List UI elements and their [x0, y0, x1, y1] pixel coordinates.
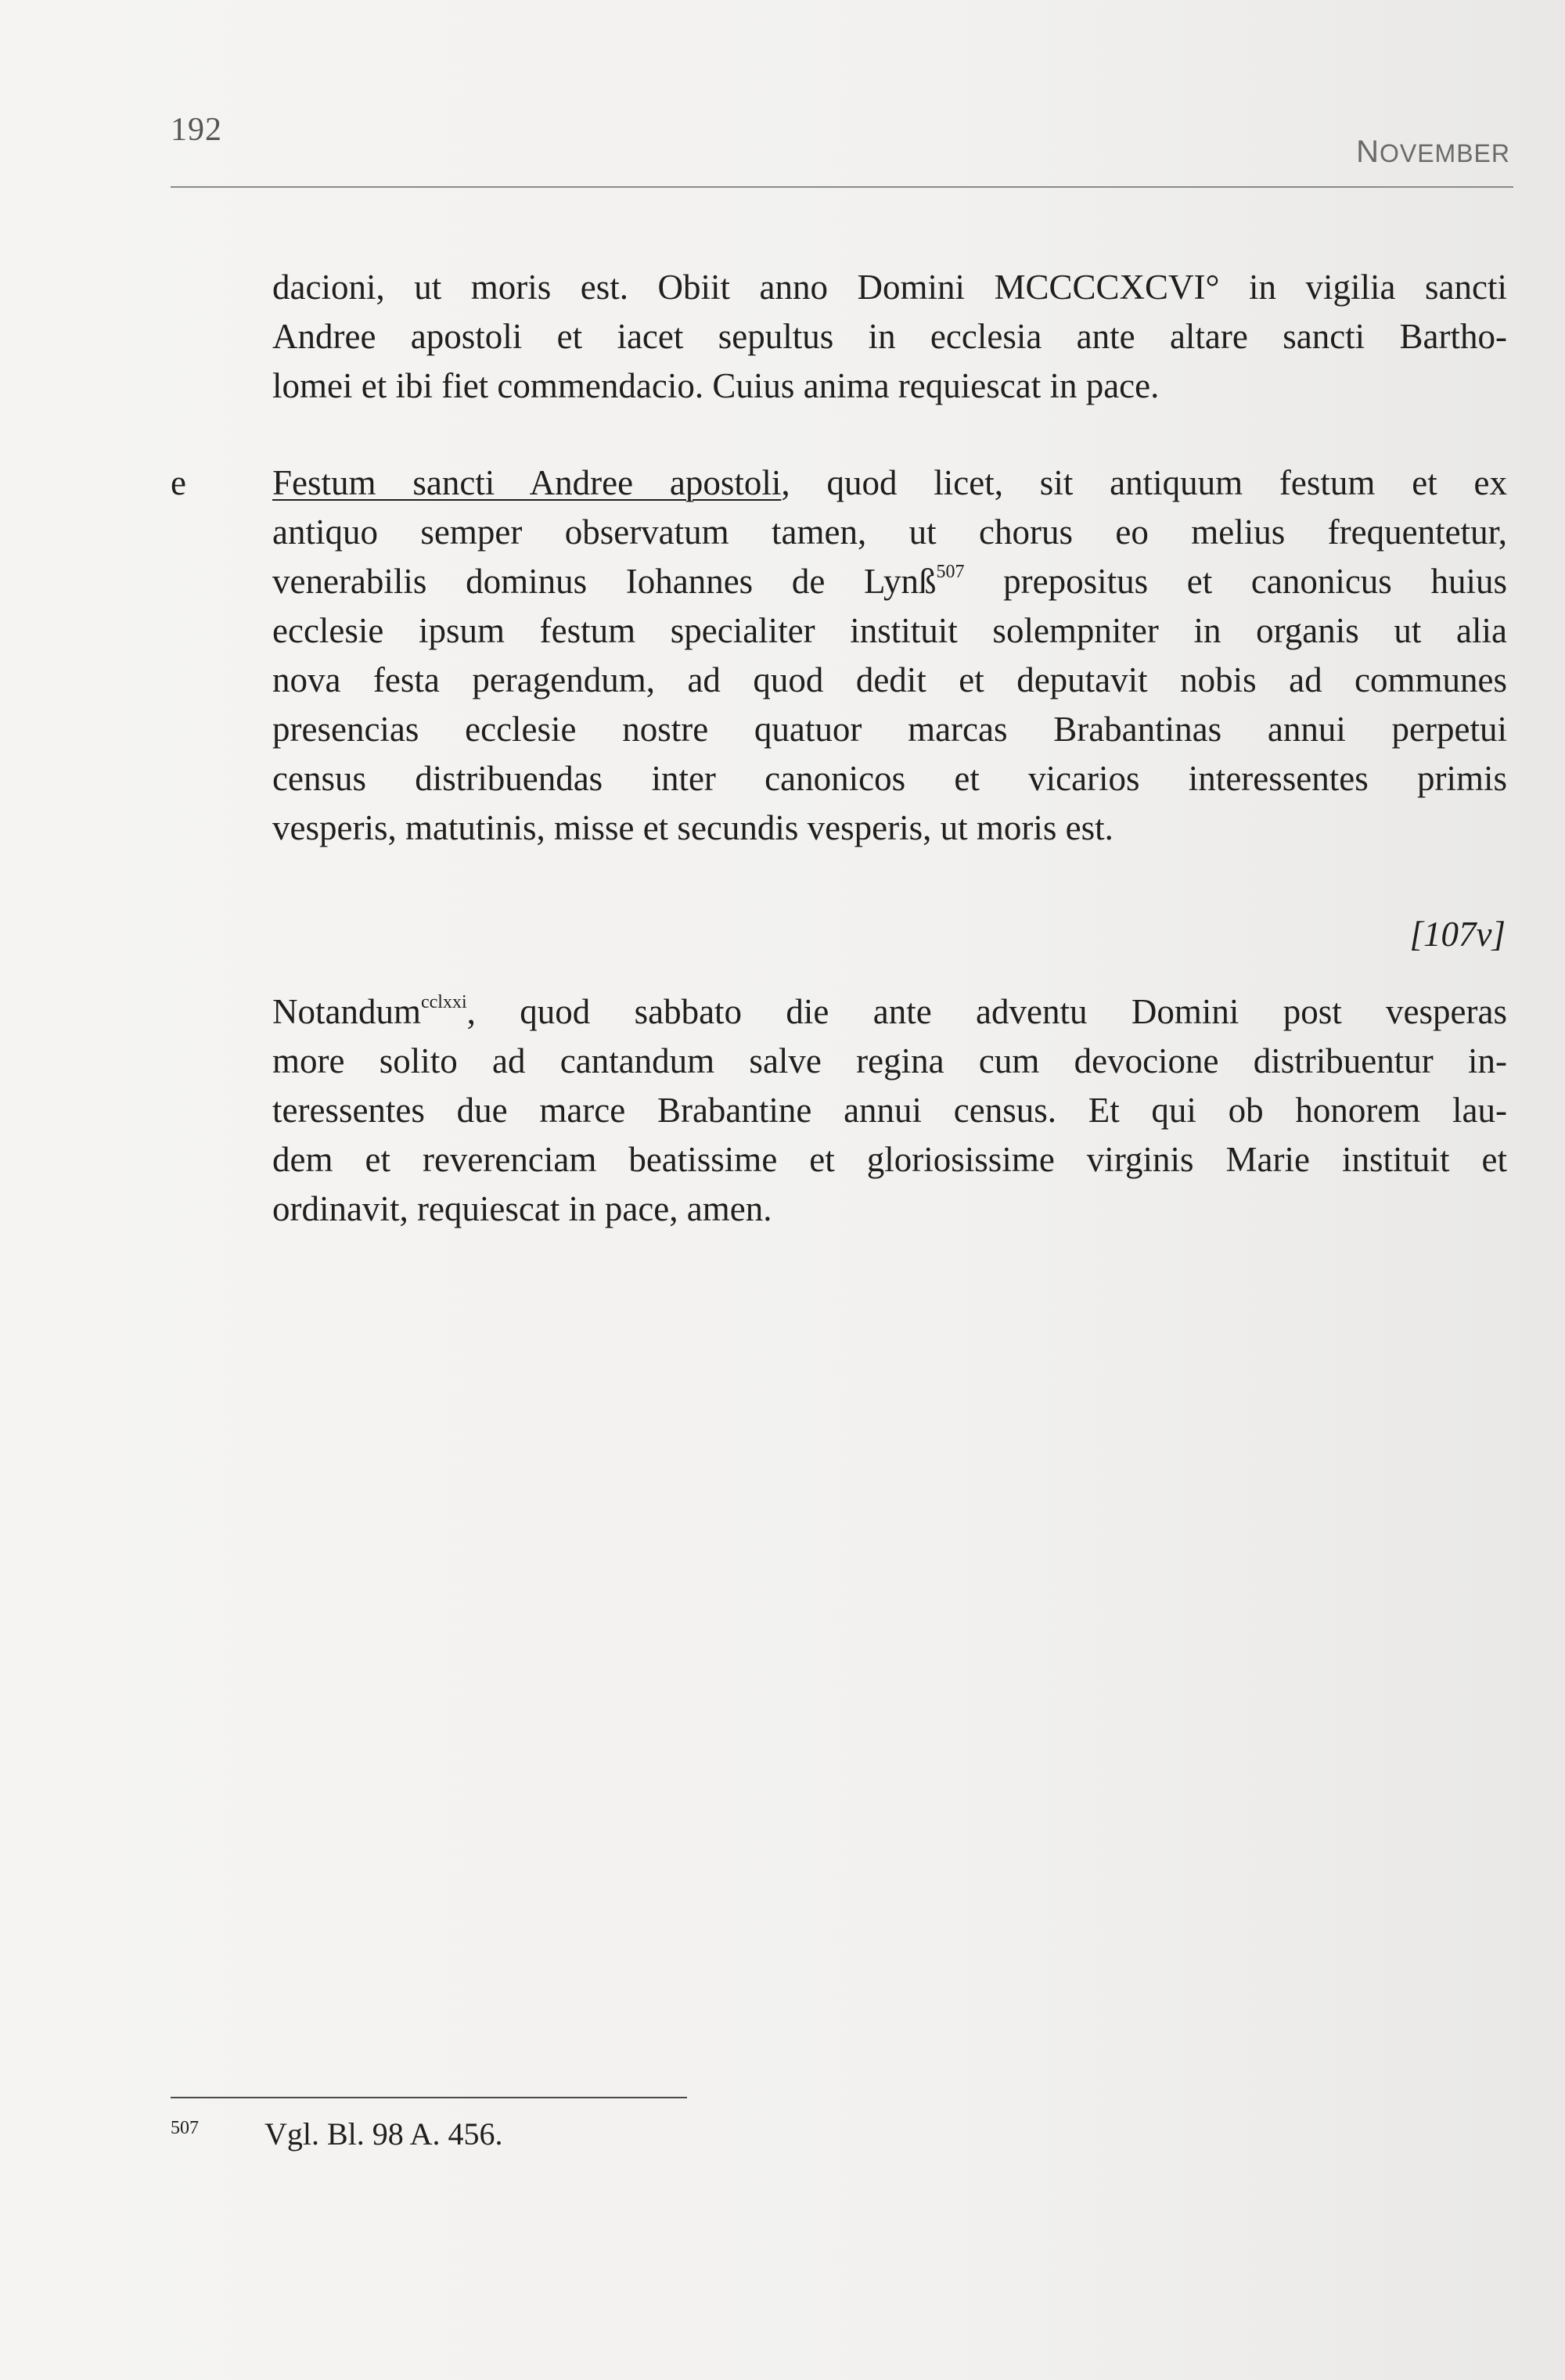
text-span: prepositus et canonicus huius [964, 562, 1507, 601]
text-line: Andree apostoli et iacet sepultus in ecclesia ante altare sancti Bartho- [272, 317, 1507, 356]
text-line: dem et reverenciam beatissime et gloriosissime virginis Marie instituit et [272, 1140, 1507, 1179]
text-span: , quod licet, sit antiquum festum et ex [781, 463, 1507, 502]
underlined-title: Festum sancti Andree apostoli [272, 463, 782, 502]
paragraph-obit [272, 263, 1507, 411]
text-line: ordinavit, requiescat in pace, amen. [272, 1189, 772, 1228]
running-title [1356, 135, 1510, 170]
text-line: ecclesie ipsum festum specialiter instituit solempniter in organis ut alia [272, 611, 1507, 650]
paragraph-notandum [272, 987, 1507, 1234]
text-line: dacioni, ut moris est. Obiit anno Domini MCCCCXCVI° in vigilia sancti [272, 268, 1507, 307]
text-line [272, 458, 1507, 508]
footnote-text: Vgl. Bl. 98 A. 456. [264, 2116, 503, 2152]
running-title-initial: N [1356, 135, 1380, 169]
footnote [171, 2112, 502, 2161]
footnote-rule [171, 2097, 687, 2098]
header-rule [171, 186, 1513, 188]
text-line: vesperis, matutinis, misse et secundis vesperis, ut moris est. [272, 808, 1113, 847]
text-line [272, 987, 1507, 1037]
text-line: more solito ad cantandum salve regina cum devocione distribuentur in- [272, 1041, 1507, 1080]
text-line: nova festa peragendum, ad quod dedit et deputavit nobis ad communes [272, 660, 1507, 699]
text-line: teressentes due marce Brabantine annui census. Et qui ob honorem lau- [272, 1091, 1507, 1130]
text-line [272, 557, 1507, 606]
text-span: , quod sabbato die ante adventu Domini post vesperas [466, 992, 1507, 1031]
page-number: 192 [171, 112, 222, 148]
footnote-number: 507 [171, 2118, 199, 2138]
folio-marker: [107v] [1409, 915, 1506, 954]
text-line: antiquo semper observatum tamen, ut chorus eo melius frequentetur, [272, 512, 1507, 552]
text-line: lomei et ibi fiet commendacio. Cuius anima requiescat in pace. [272, 366, 1160, 405]
text-line: census distribuendas inter canonicos et vicarios interessentes primis [272, 759, 1507, 798]
margin-letter: e [171, 463, 186, 502]
footnote-ref: 507 [936, 562, 965, 582]
text-span: venerabilis dominus Iohannes de Lynß [272, 562, 937, 601]
paragraph-festum [272, 458, 1507, 853]
running-title-rest: OVEMBER [1379, 139, 1510, 167]
text-line: presencias ecclesie nostre quatuor marcas Brabantinas annui perpetui [272, 710, 1507, 749]
footnote-ref: cclxxi [420, 992, 467, 1012]
text-span: Notandum [272, 992, 421, 1031]
